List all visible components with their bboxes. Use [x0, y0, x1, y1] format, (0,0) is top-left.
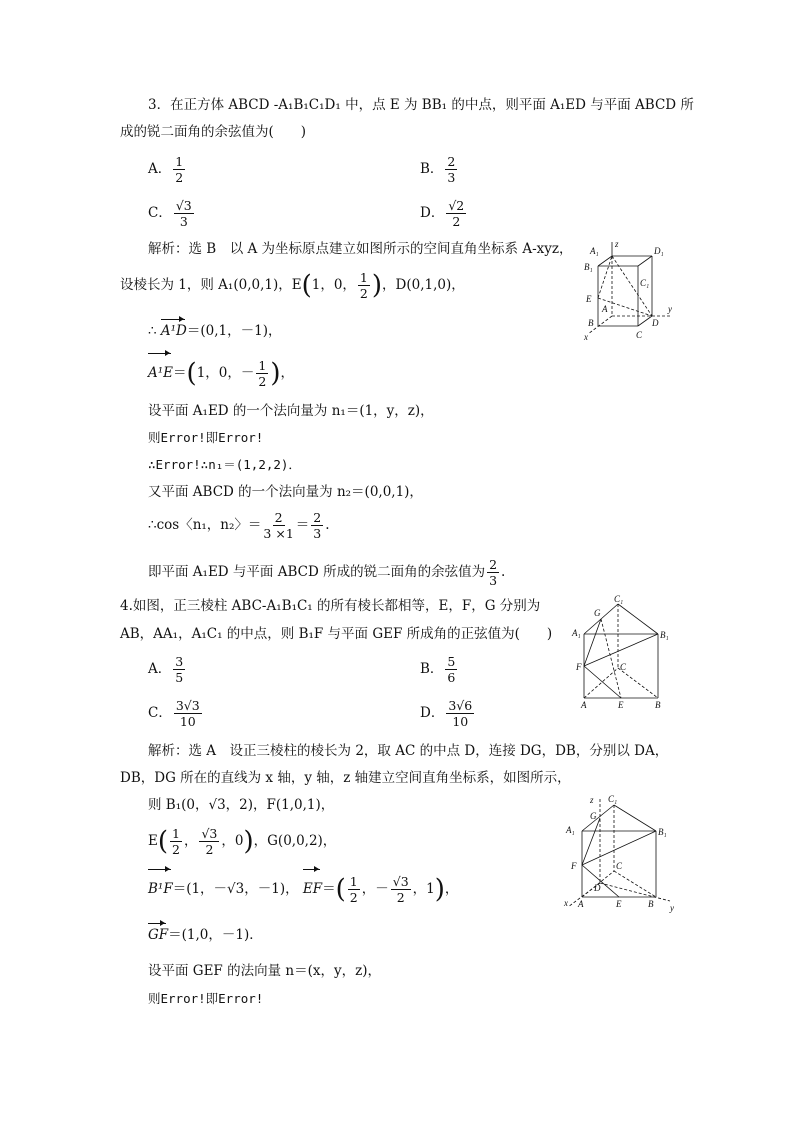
q3-solution-line9: ∴cos〈n₁，n₂〉＝ $\frac{2}{3 \times 1}$ ＝ $\frac{2}{3}$ .	[148, 510, 330, 541]
q3-option-a: A． $\frac{1}{2}$	[148, 154, 184, 185]
q3-solution-line5: 设平面 A₁ED 的一个法向量为 n₁＝(1，y，z)，	[148, 403, 434, 419]
label-a1: A₁	[572, 628, 581, 638]
vector-a1e: A¹E	[148, 356, 173, 390]
q3-solution-line1: 解析：选 B 以 A 为坐标原点建立如图所示的空间直角坐标系 A-xyz，	[148, 241, 573, 257]
q4-solution-line7: 设平面 GEF 的法向量 n＝(x，y，z)，	[148, 963, 381, 979]
edge	[618, 604, 658, 634]
q3-option-b: B． $\frac{2}{3}$	[420, 154, 456, 185]
label-y: y	[670, 903, 674, 913]
q3-solution-line8: 又平面 ABCD 的一个法向量为 n₂＝(0,0,1)，	[148, 484, 423, 500]
vector-b1f: B¹F	[148, 872, 173, 906]
vector-a1d: A¹D	[160, 323, 187, 339]
edge	[614, 805, 656, 831]
q4-solution-line1: 解析：选 A 设正三棱柱的棱长为 2，取 AC 的中点 D，连接 DG，DB，分别以 DA，	[148, 743, 669, 759]
edge-ac	[584, 668, 618, 698]
label-b: B	[588, 318, 594, 328]
q3-stem-line1: 3．在正方体 ABCD -A₁B₁C₁D₁ 中，点 E 为 BB₁ 的中点，则平面 A₁ED 与平面 ABCD 所	[148, 97, 694, 113]
q4-prism-axes-figure	[562, 793, 684, 915]
edge-cb	[618, 668, 658, 698]
q4-option-d: D． $\frac{3√6}{10}$	[420, 698, 473, 729]
label-a1: A₁	[566, 825, 575, 835]
label-e: E	[586, 294, 592, 304]
axis-y	[600, 883, 670, 901]
edge	[582, 805, 614, 831]
q4-prism-figure	[570, 594, 680, 710]
label-g: G	[594, 608, 601, 618]
label-c: C	[636, 330, 643, 340]
edge	[638, 256, 652, 266]
label-z: z	[590, 795, 594, 805]
label-x: x	[564, 898, 568, 908]
label-b: B	[655, 700, 661, 710]
q3-solution-line10: 即平面 A₁ED 与平面 ABCD 所成的锐二面角的余弦值为 $\frac{2}{3}$ .	[148, 557, 506, 588]
q3-solution-line7: ∴Error!∴n₁＝(1,2,2)．	[148, 457, 301, 472]
label-e: E	[618, 700, 624, 710]
edge-cb	[614, 871, 656, 897]
label-e: E	[616, 899, 622, 909]
q3-solution-line4: A¹E＝(1，0，－ $\frac{1}{2}$ )，	[148, 358, 294, 389]
q3-cube-figure	[580, 238, 680, 343]
q4-solution-line8: 则Error!即Error!	[148, 991, 264, 1006]
label-c: C	[620, 662, 627, 672]
q4-solution-line2: DB，DG 所在的直线为 x 轴，y 轴，z 轴建立空间直角坐标系，如图所示，	[120, 770, 571, 786]
label-c1: C₁	[640, 278, 650, 288]
label-d: D	[652, 318, 659, 328]
edge	[638, 316, 652, 326]
label-c: C	[616, 861, 623, 871]
q4-stem-line1: 4.如图，正三棱柱 ABC-A₁B₁C₁ 的所有棱长都相等，E，F，G 分别为	[120, 598, 541, 614]
label-b1: B₁	[660, 630, 669, 640]
label-a1: A₁	[590, 246, 599, 256]
label-d1: D₁	[654, 246, 664, 256]
label-d: D	[594, 883, 601, 893]
label-z: z	[615, 239, 619, 249]
label-b1: B₁	[658, 827, 667, 837]
label-a: A	[581, 700, 587, 710]
q4-stem-line2: AB，AA₁，A₁C₁ 的中点，则 B₁F 与平面 GEF 所成角的正弦值为( )	[120, 626, 553, 642]
q3-option-d: D． $\frac{√2}{2}$	[420, 198, 465, 229]
q3-stem-line2: 成的锐二面角的余弦值为( )	[120, 124, 307, 140]
label-a: A	[602, 304, 608, 314]
q3-solution-line6: 则Error!即Error!	[148, 430, 264, 445]
label-c1: C₁	[614, 594, 624, 604]
q4-option-c: C． $\frac{3√3}{10}$	[148, 698, 200, 729]
q4-solution-line4: E( $\frac{1}{2}$ ， $\frac{√3}{2}$ ，0)，G(0,0,2)，	[148, 826, 337, 857]
label-x: x	[584, 332, 588, 342]
label-b: B	[648, 899, 654, 909]
q3-solution-line2: 设棱长为 1，则 A₁(0,0,1)，E(1，0， $\frac{1}{2}$ )，D(0,1,0)，	[120, 270, 465, 301]
q3-option-c: C． $\frac{√3}{3}$	[148, 198, 192, 229]
line-ea1	[598, 256, 612, 298]
q4-solution-line5: B¹F＝(1，－√3，－1)， EF＝( $\frac{1}{2}$ ，－ $\frac{√3}{2}$ ，1)，	[148, 874, 459, 905]
label-a: A	[578, 899, 584, 909]
label-y: y	[668, 304, 672, 314]
vector-ef: EF	[303, 872, 322, 906]
label-c1: C₁	[608, 794, 618, 804]
q3-solution-line3: ∴ A¹D＝(0,1，－1)，	[148, 323, 282, 339]
label-g: G	[590, 811, 597, 821]
vector-gf: GF	[148, 927, 169, 943]
q4-option-b: B． $\frac{5}{6}$	[420, 654, 456, 685]
q4-option-a: A． $\frac{3}{5}$	[148, 654, 184, 685]
edge	[598, 256, 612, 266]
label-b1: B₁	[584, 262, 593, 272]
q4-solution-line3: 则 B₁(0，√3，2)，F(1,0,1)，	[148, 797, 335, 813]
label-f: F	[576, 662, 582, 672]
q4-solution-line6: GF＝(1,0，－1)．	[148, 927, 263, 943]
label-f: F	[571, 861, 577, 871]
